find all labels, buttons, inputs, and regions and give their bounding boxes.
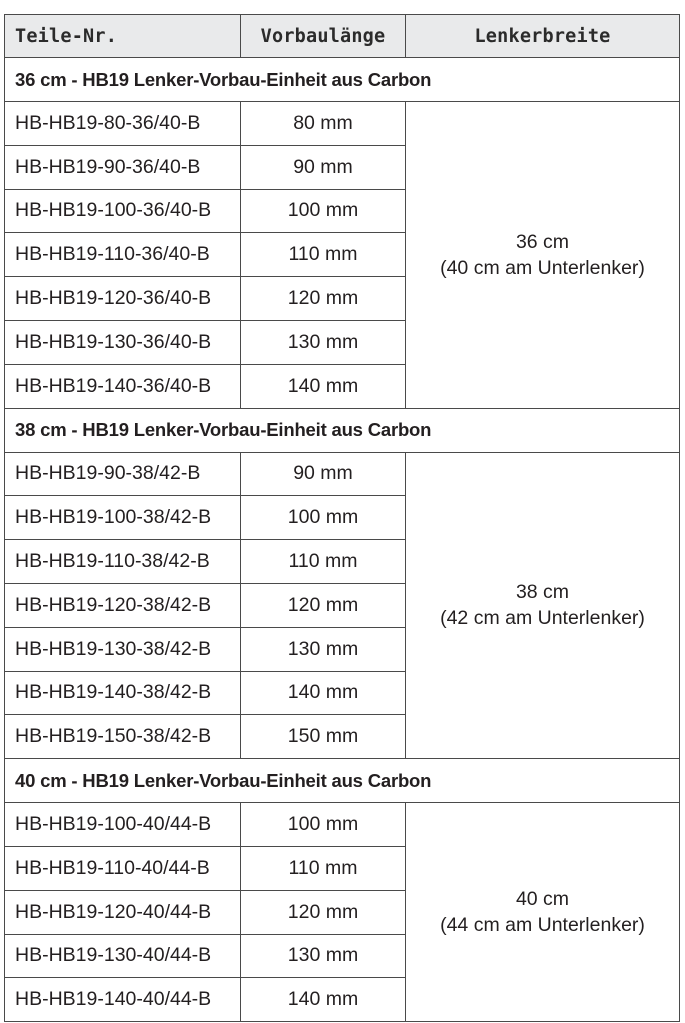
header-stem-length: Vorbaulänge <box>241 15 406 58</box>
stem-length-cell: 100 mm <box>241 496 406 540</box>
part-number-cell: HB-HB19-120-40/44-B <box>5 890 241 934</box>
part-number-cell: HB-HB19-120-36/40-B <box>5 277 241 321</box>
part-number-cell: HB-HB19-150-38/42-B <box>5 715 241 759</box>
section-title: 38 cm - HB19 Lenker-Vorbau-Einheit aus Carbon <box>5 408 680 452</box>
part-number-cell: HB-HB19-140-38/42-B <box>5 671 241 715</box>
drop-width-note: (40 cm am Unterlenker) <box>440 256 645 279</box>
stem-length-cell: 90 mm <box>241 452 406 496</box>
stem-length-cell: 130 mm <box>241 627 406 671</box>
stem-length-cell: 120 mm <box>241 583 406 627</box>
part-number-cell: HB-HB19-130-38/42-B <box>5 627 241 671</box>
drop-width-note: (44 cm am Unterlenker) <box>440 914 645 937</box>
part-number-cell: HB-HB19-110-40/44-B <box>5 846 241 890</box>
section-title: 40 cm - HB19 Lenker-Vorbau-Einheit aus Carbon <box>5 759 680 803</box>
stem-length-cell: 140 mm <box>241 978 406 1022</box>
stem-length-cell: 140 mm <box>241 364 406 408</box>
stem-length-cell: 110 mm <box>241 233 406 277</box>
stem-length-cell: 120 mm <box>241 277 406 321</box>
bar-width-value: 36 cm <box>515 230 570 253</box>
part-number-cell: HB-HB19-110-38/42-B <box>5 540 241 584</box>
stem-length-cell: 110 mm <box>241 846 406 890</box>
section-row <box>5 58 680 102</box>
part-number-cell: HB-HB19-120-38/42-B <box>5 583 241 627</box>
stem-length-cell: 150 mm <box>241 715 406 759</box>
table-row <box>5 452 680 496</box>
stem-length-cell: 100 mm <box>241 189 406 233</box>
parts-table <box>4 14 680 1022</box>
section-row <box>5 759 680 803</box>
stem-length-cell: 80 mm <box>241 102 406 146</box>
section-row <box>5 408 680 452</box>
table-row <box>5 102 680 146</box>
table-row <box>5 803 680 847</box>
stem-length-cell: 90 mm <box>241 145 406 189</box>
stem-length-cell: 120 mm <box>241 890 406 934</box>
stem-length-cell: 130 mm <box>241 934 406 978</box>
part-number-cell: HB-HB19-100-36/40-B <box>5 189 241 233</box>
part-number-cell: HB-HB19-140-40/44-B <box>5 978 241 1022</box>
part-number-cell: HB-HB19-130-36/40-B <box>5 320 241 364</box>
part-number-cell: HB-HB19-100-40/44-B <box>5 803 241 847</box>
part-number-cell: HB-HB19-140-36/40-B <box>5 364 241 408</box>
drop-width-note: (42 cm am Unterlenker) <box>440 607 645 630</box>
part-number-cell: HB-HB19-130-40/44-B <box>5 934 241 978</box>
section-title: 36 cm - HB19 Lenker-Vorbau-Einheit aus Carbon <box>5 58 680 102</box>
bar-width-cell <box>406 452 680 759</box>
part-number-cell: HB-HB19-110-36/40-B <box>5 233 241 277</box>
table-body <box>5 58 680 1022</box>
part-number-cell: HB-HB19-100-38/42-B <box>5 496 241 540</box>
stem-length-cell: 130 mm <box>241 320 406 364</box>
header-part-number: Teile-Nr. <box>5 15 241 58</box>
part-number-cell: HB-HB19-80-36/40-B <box>5 102 241 146</box>
part-number-cell: HB-HB19-90-38/42-B <box>5 452 241 496</box>
stem-length-cell: 140 mm <box>241 671 406 715</box>
bar-width-value: 40 cm <box>515 888 570 911</box>
stem-length-cell: 110 mm <box>241 540 406 584</box>
header-row <box>5 15 680 58</box>
part-number-cell: HB-HB19-90-36/40-B <box>5 145 241 189</box>
bar-width-cell <box>406 803 680 1022</box>
bar-width-cell <box>406 102 680 409</box>
bar-width-value: 38 cm <box>515 581 570 604</box>
header-bar-width: Lenkerbreite <box>406 15 680 58</box>
stem-length-cell: 100 mm <box>241 803 406 847</box>
